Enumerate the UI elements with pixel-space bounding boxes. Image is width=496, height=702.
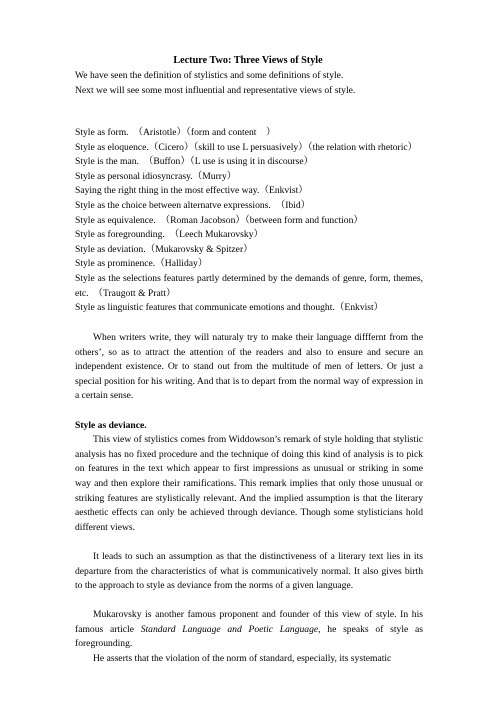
- intro-line: Next we will see some most influential and representative views of style.: [75, 84, 356, 96]
- paragraph-text: Mukarovsky is another famous proponent and founder of this view of style. In his famous article: [75, 609, 423, 635]
- view-item: Style as eloquence.（Cicero）（skill to use L persuasively）（the relation with rhetoric）: [75, 141, 418, 153]
- view-item: Saying the right thing in the most effective way.（Enkvist）: [75, 185, 308, 197]
- lecture-title: Lecture Two: Three Views of Style: [173, 55, 323, 66]
- view-item: Style as form. （Aristotle）（form and content ）: [75, 127, 276, 138]
- paragraph-text: , he speaks of style as foregrounding.: [75, 623, 423, 650]
- paragraph-writers: When writers write, they will naturaly try to make their language difffernt from the others’, so as to attract the attention of the readers and also to ensure and secure an independent existence. Or to stand out from the multitude of men of letters. Or just a special position for his writing. And that is to depart from the normal way of expression in a certain sense.: [75, 332, 423, 402]
- view-item: Style as personal idiosyncrasy.（Murry）: [75, 170, 237, 182]
- section-heading-deviance: Style as deviance.: [75, 419, 147, 431]
- intro-line: We have seen the definition of stylistics and some definitions of style.: [75, 70, 344, 81]
- paragraph-distinctiveness: It leads to such an assumption as that the distinctiveness of a literary text lies in its departure from the characteristics of what is communicatively normal. It also gives birth to the approach to style as deviance from the norms of a given language.: [75, 550, 423, 592]
- view-item: Style is the man. （Buffon）（L use is using it in discourse）: [75, 156, 314, 168]
- view-item: Style as deviation.（Mukarovsky & Spitzer）: [75, 243, 253, 255]
- view-item: Style as the selections features partly determined by the demands of genre, form, themes, etc. （Traugott & Pratt）: [75, 272, 423, 299]
- article-title: Standard Language and Poetic Language: [140, 623, 319, 635]
- view-item: Style as linguistic features that communicate emotions and thought.（Enkvist）: [75, 302, 384, 314]
- view-item: Style as equivalence. （Roman Jacobson）（between form and function）: [75, 214, 363, 226]
- view-item: Style as the choice between alternatve expressions. （Ibid）: [75, 199, 311, 211]
- paragraph-mukarovsky: [75, 608, 423, 652]
- body-text: [75, 331, 423, 667]
- view-item: Style as foregrounding. （Leech Mukarovsky）: [75, 229, 264, 241]
- intro-block: [75, 69, 425, 98]
- view-item: Style as prominence.（Halliday）: [75, 258, 208, 270]
- paragraph-violation: He asserts that the violation of the norm of standard, especially, its systematic: [93, 653, 392, 665]
- views-of-style-list: [75, 126, 423, 316]
- paragraph-widdowson: This view of stylistics comes from Widdowson’s remark of style holding that stylistic analysis has no fixed procedure and the technique of doing this kind of analysis is to pick on features in the text which appear to first impressions as unusual or striking in some way and then explore their ramifications. This remark implies that only those unusual or striking features are stylistically relevant. And the implied assumption is that the literary aesthetic effects can only be achieved through deviance. Though some stylisticians hold different views.: [75, 434, 423, 533]
